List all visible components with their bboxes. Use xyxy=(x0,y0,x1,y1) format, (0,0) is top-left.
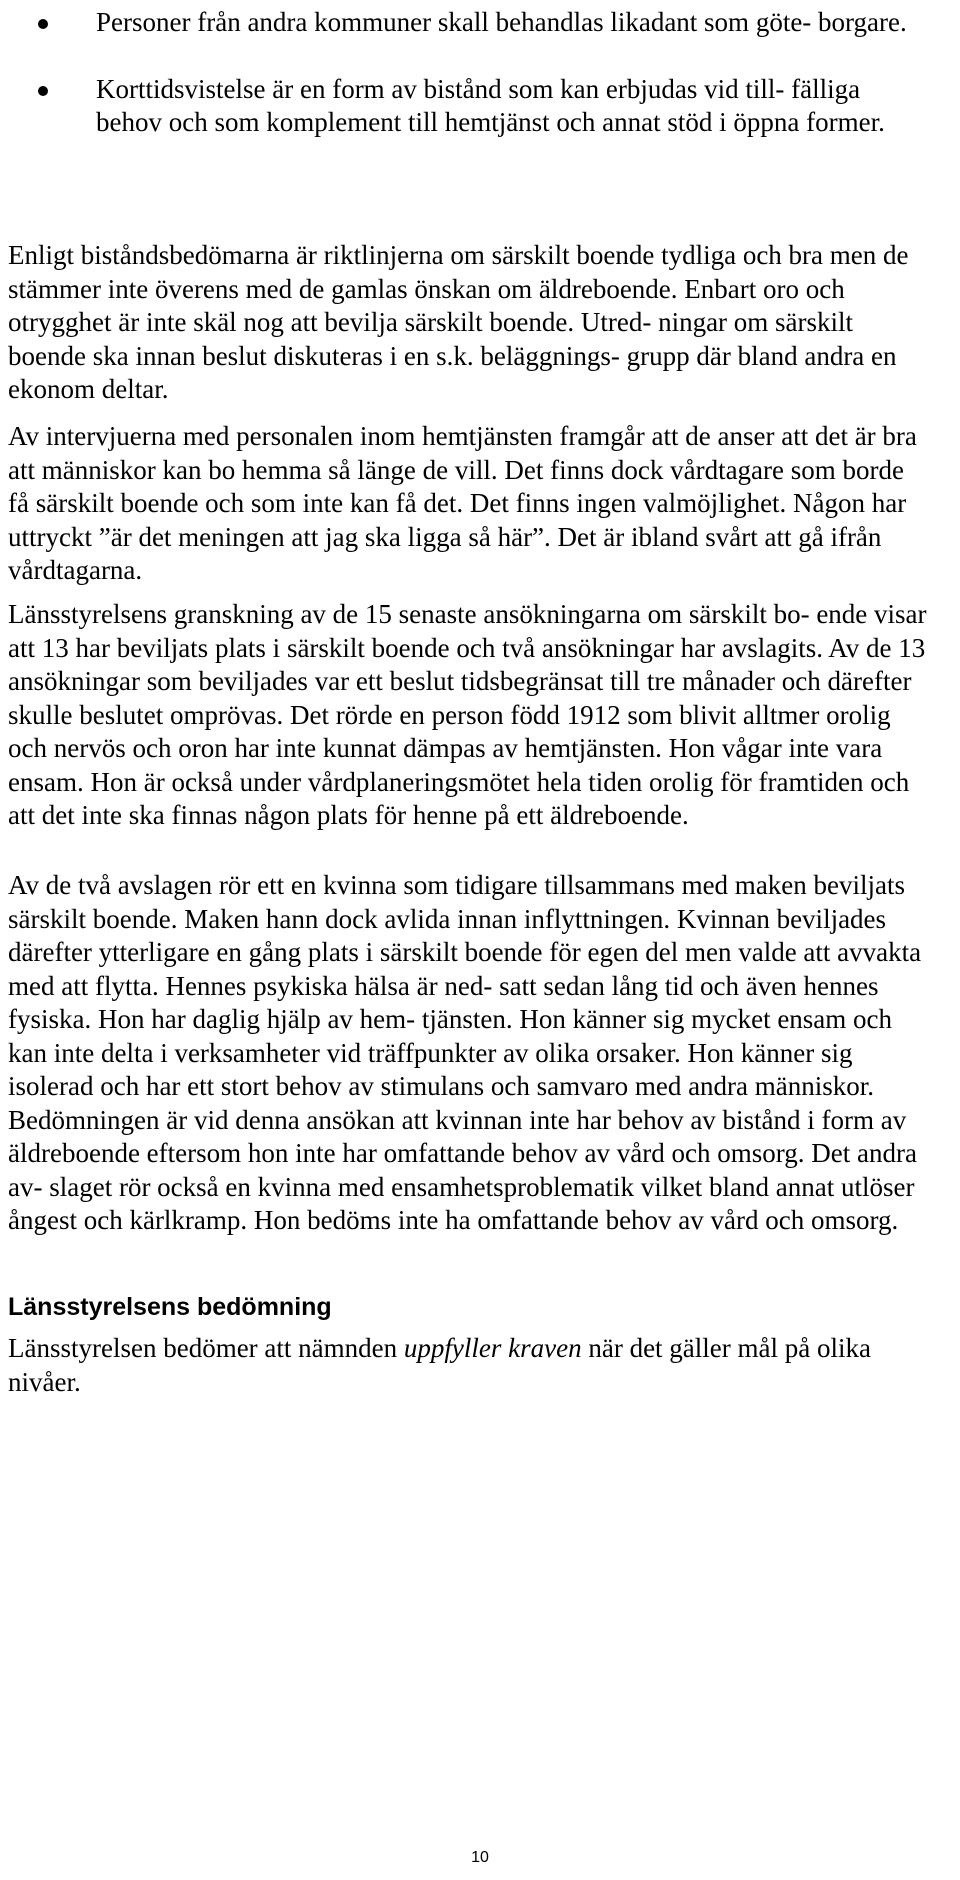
section-text-emphasis: uppfyller kraven xyxy=(403,1333,582,1363)
paragraph-granskning: Länsstyrelsens granskning av de 15 senaste ansökningarna om särskilt bo- ende visar att 13 har beviljats plats i särskilt boende och två ansökningar har avslagits. Av de 13 ansökningar som beviljades var ett beslut tidsbegränsat till tre månader och därefter skulle beslutet omprövas. Det rörde en person född 1912 som blivit alltmer orolig och nervös och oron har inte kunnat dämpas av hemtjänsten. Hon vågar inte vara ensam. Hon är också under vårdplaneringsmötet hela tiden orolig för framtiden och att det inte ska finnas någon plats för henne på ett äldreboende. xyxy=(8,599,927,830)
bullet-text: Personer från andra kommuner skall behandlas likadant som göte- borgare. xyxy=(96,7,907,37)
bullet-icon xyxy=(38,19,48,29)
section-heading: Länsstyrelsens bedömning xyxy=(8,1293,332,1321)
section-paragraph xyxy=(8,1332,928,1399)
paragraph-intervjuer: Av intervjuerna med personalen inom hemtjänsten framgår att de anser att det är bra att människor kan bo hemma så länge de vill. Det finns dock vårdtagare som borde få särskilt boende och som inte kan få det. Det finns ingen valmöjlighet. Någon har uttryckt ”är det meningen att jag ska ligga så här”. Det är ibland svårt att gå ifrån vårdtagarna. xyxy=(8,421,917,585)
bullet-list xyxy=(0,6,960,139)
paragraph-bistandsbedomare: Enligt biståndsbedömarna är riktlinjerna om särskilt boende tydliga och bra men de stämmer inte överens med de gamlas önskan om äldreboende. Enbart oro och otrygghet är inte skäl nog att bevilja särskilt boende. Utred- ningar om särskilt boende ska innan beslut diskuteras i en s.k. beläggnings- grupp där bland andra en ekonom deltar. xyxy=(8,240,909,404)
section-text-after: när det gäller mål på olika nivåer. xyxy=(8,1333,871,1397)
bullet-icon xyxy=(38,86,48,96)
bullet-item xyxy=(0,73,960,139)
page-number: 10 xyxy=(471,1849,489,1866)
bullet-item xyxy=(0,6,960,39)
section-text-before: Länsstyrelsen bedömer att nämnden xyxy=(8,1333,404,1363)
bullet-text: Korttidsvistelse är en form av bistånd som kan erbjudas vid till- fälliga behov och som komplement till hemtjänst och annat stöd i öppna former. xyxy=(96,74,885,137)
paragraph-avslag: Av de två avslagen rör ett en kvinna som tidigare tillsammans med maken beviljats särskilt boende. Maken hann dock avlida innan inflyttningen. Kvinnan beviljades därefter ytterligare en gång plats i särskilt boende för egen del men valde att avvakta med att flytta. Hennes psykiska hälsa är ned- satt sedan lång tid och även hennes fysiska. Hon har daglig hjälp av hem- tjänsten. Hon känner sig mycket ensam och kan inte delta i verksamheter vid träffpunkter av olika orsaker. Hon känner sig isolerad och har ett stort behov av stimulans och samvaro med andra människor. Bedömningen är vid denna ansökan att kvinnan inte har behov av bistånd i form av äldreboende eftersom hon inte har omfattande behov av vård och omsorg. Det andra av- slaget rör också en kvinna med ensamhetsproblematik vilket bland annat utlöser ångest och kärlkramp. Hon bedöms inte ha omfattande behov av vård och omsorg. xyxy=(8,870,922,1235)
